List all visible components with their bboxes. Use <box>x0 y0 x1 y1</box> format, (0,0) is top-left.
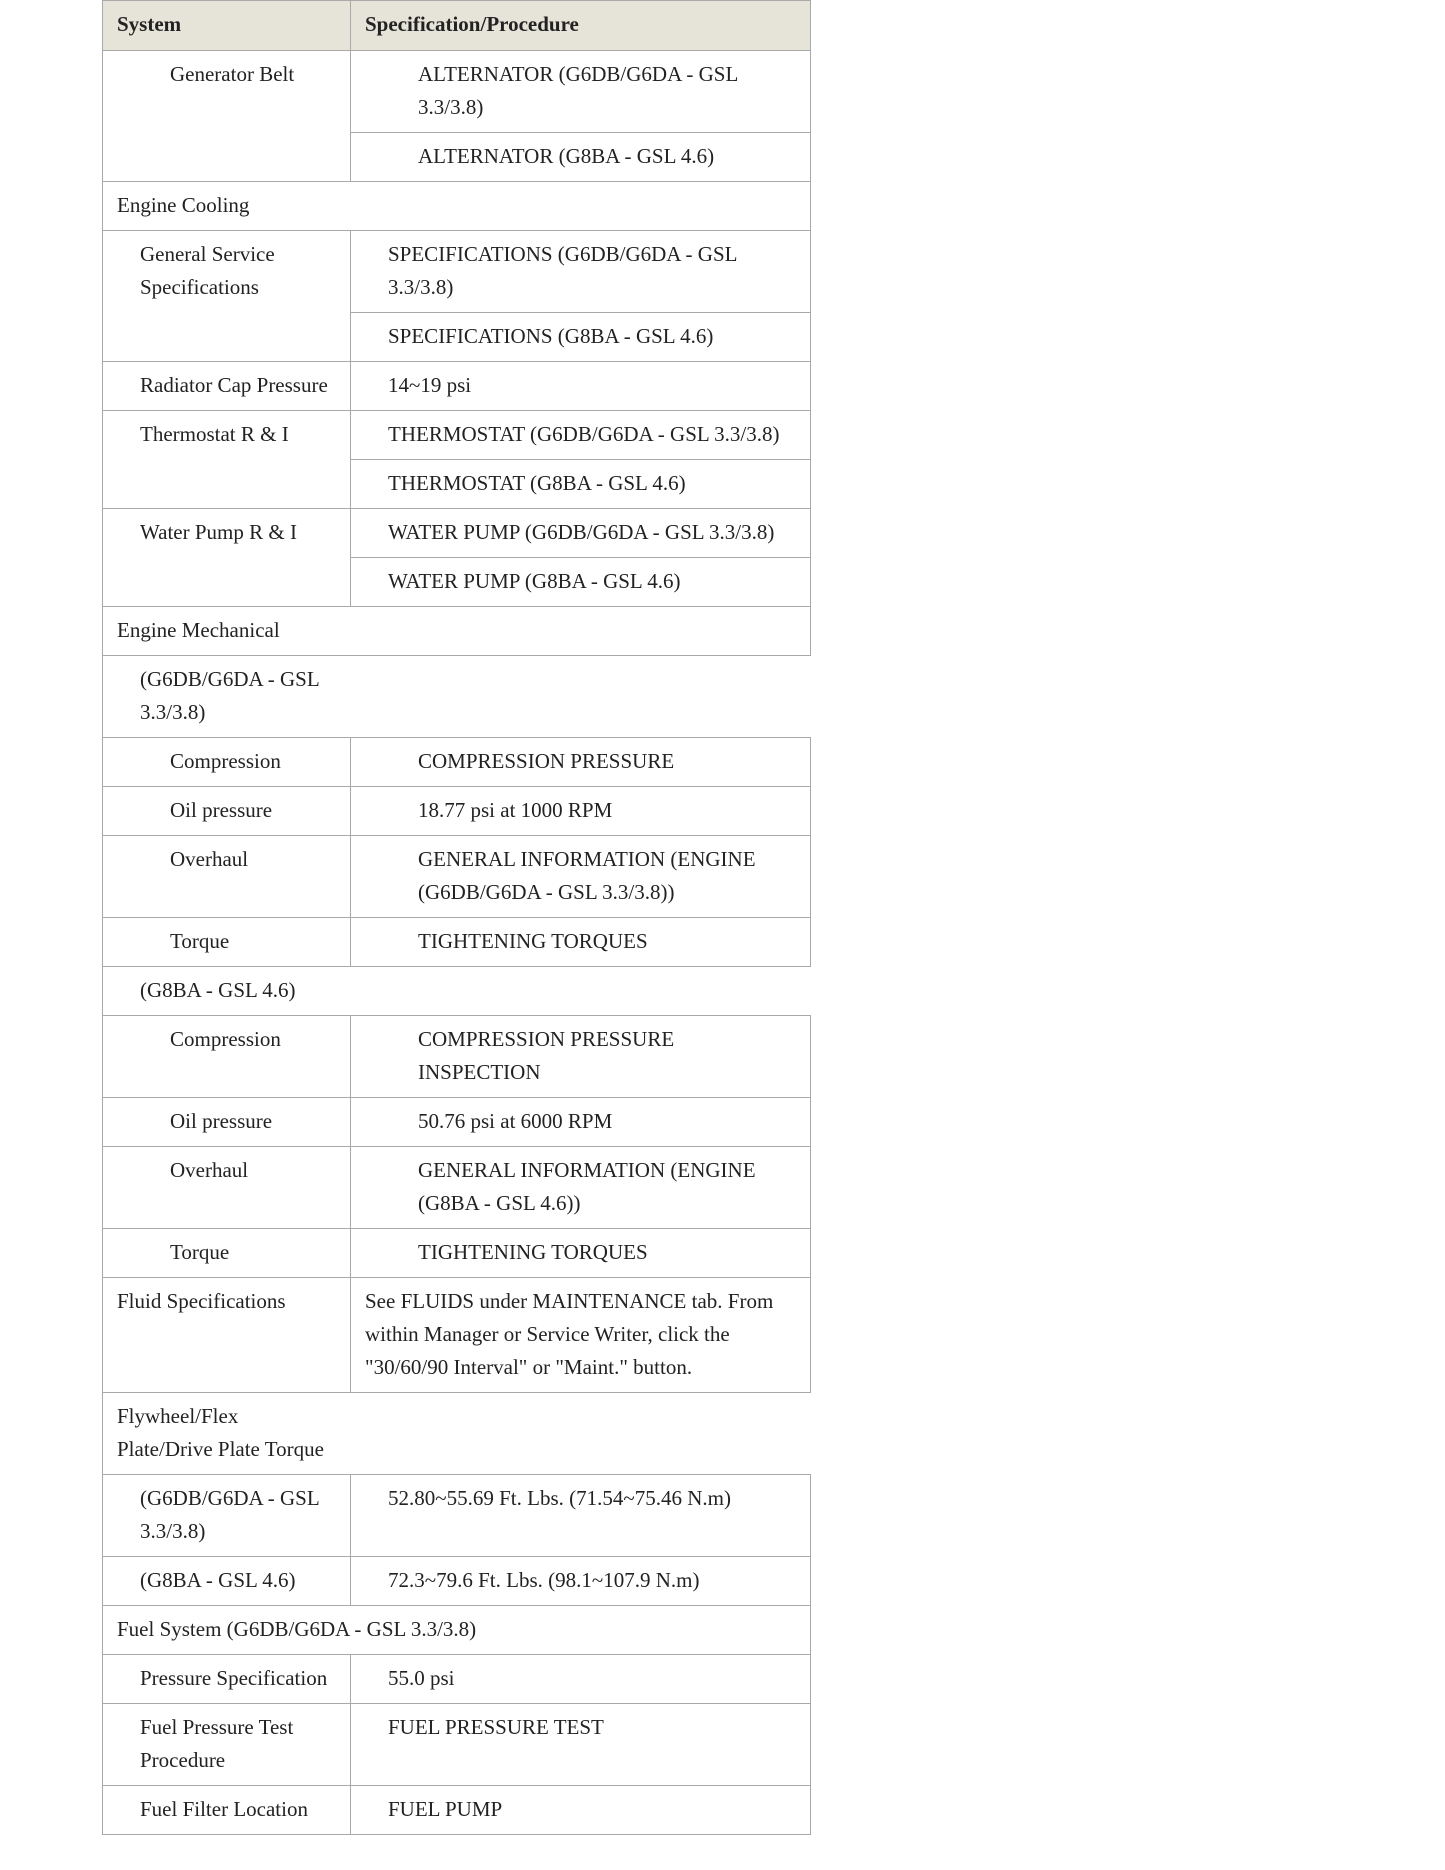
flywheel-g6-value: 52.80~55.69 Ft. Lbs. (71.54~75.46 N.m) <box>351 1475 811 1557</box>
subsection-label: (G8BA - GSL 4.6) <box>140 978 296 1002</box>
g6-torque-label: Torque <box>103 918 351 967</box>
table-row <box>103 1786 811 1835</box>
table-row <box>103 836 811 918</box>
fuel-pressure-test-link[interactable]: FUEL PRESSURE TEST <box>351 1704 811 1786</box>
general-service-spec-link[interactable]: SPECIFICATIONS (G6DB/G6DA - GSL 3.3/3.8) <box>351 231 811 313</box>
subsection-g6-engine <box>103 656 811 738</box>
table-row <box>103 411 811 460</box>
header-system: System <box>103 1 351 51</box>
g6-compression-spec-link[interactable]: COMPRESSION PRESSURE <box>351 738 811 787</box>
g8-compression-spec-link[interactable]: COMPRESSION PRESSURE INSPECTION <box>351 1016 811 1098</box>
table-row <box>103 1557 811 1606</box>
generator-belt-spec-link[interactable]: ALTERNATOR (G6DB/G6DA - GSL 3.3/3.8) <box>351 51 811 133</box>
header-spec: Specification/Procedure <box>351 1 811 51</box>
table-header-row <box>103 1 811 51</box>
table-row <box>103 1098 811 1147</box>
radiator-cap-value: 14~19 psi <box>351 362 811 411</box>
subsection-row <box>103 1393 811 1475</box>
g6-overhaul-spec-link[interactable]: GENERAL INFORMATION (ENGINE (G6DB/G6DA - GSL 3.3/3.8)) <box>351 836 811 918</box>
table-row <box>103 1278 811 1393</box>
g6-overhaul-label: Overhaul <box>103 836 351 918</box>
radiator-cap-label: Radiator Cap Pressure <box>103 362 351 411</box>
section-fuel-system: Fuel System (G6DB/G6DA - GSL 3.3/3.8) <box>103 1606 811 1655</box>
g8-torque-spec-link[interactable]: TIGHTENING TORQUES <box>351 1229 811 1278</box>
water-pump-spec-link[interactable]: WATER PUMP (G8BA - GSL 4.6) <box>351 558 811 607</box>
fluid-specs-value: See FLUIDS under MAINTENANCE tab. From within Manager or Service Writer, click the "30/60/90 Interval" or "Maint." button. <box>351 1278 811 1393</box>
flywheel-g6-label: (G6DB/G6DA - GSL 3.3/3.8) <box>103 1475 351 1557</box>
g8-oil-pressure-label: Oil pressure <box>103 1098 351 1147</box>
g8-overhaul-spec-link[interactable]: GENERAL INFORMATION (ENGINE (G8BA - GSL 4.6)) <box>351 1147 811 1229</box>
g8-oil-pressure-value: 50.76 psi at 6000 RPM <box>351 1098 811 1147</box>
table-row <box>103 738 811 787</box>
table-row <box>103 787 811 836</box>
fuel-pressure-test-label: Fuel Pressure Test Procedure <box>103 1704 351 1786</box>
fuel-pressure-spec-label: Pressure Specification <box>103 1655 351 1704</box>
water-pump-label: Water Pump R & I <box>103 509 351 607</box>
table-row <box>103 1016 811 1098</box>
thermostat-spec-link[interactable]: THERMOSTAT (G6DB/G6DA - GSL 3.3/3.8) <box>351 411 811 460</box>
table-row <box>103 51 811 133</box>
section-row <box>103 607 811 656</box>
thermostat-spec-link[interactable]: THERMOSTAT (G8BA - GSL 4.6) <box>351 460 811 509</box>
flywheel-g8-value: 72.3~79.6 Ft. Lbs. (98.1~107.9 N.m) <box>351 1557 811 1606</box>
table-row <box>103 1475 811 1557</box>
g8-compression-label: Compression <box>103 1016 351 1098</box>
specifications-table <box>102 0 811 1835</box>
general-service-spec-link[interactable]: SPECIFICATIONS (G8BA - GSL 4.6) <box>351 313 811 362</box>
subsection-label: (G6DB/G6DA - GSL 3.3/3.8) <box>140 667 319 724</box>
fuel-filter-location-link[interactable]: FUEL PUMP <box>351 1786 811 1835</box>
general-service-label: General Service Specifications <box>103 231 351 362</box>
table-row <box>103 918 811 967</box>
fuel-pressure-spec-value: 55.0 psi <box>351 1655 811 1704</box>
g6-oil-pressure-label: Oil pressure <box>103 787 351 836</box>
table-row <box>103 1655 811 1704</box>
g6-compression-label: Compression <box>103 738 351 787</box>
flywheel-label: Flywheel/Flex Plate/Drive Plate Torque <box>117 1404 324 1461</box>
flywheel-section <box>103 1393 811 1475</box>
subsection-row <box>103 967 811 1016</box>
subsection-row <box>103 656 811 738</box>
table-row <box>103 1147 811 1229</box>
section-row <box>103 182 811 231</box>
g6-torque-spec-link[interactable]: TIGHTENING TORQUES <box>351 918 811 967</box>
water-pump-spec-link[interactable]: WATER PUMP (G6DB/G6DA - GSL 3.3/3.8) <box>351 509 811 558</box>
table-row <box>103 362 811 411</box>
generator-belt-label: Generator Belt <box>103 51 351 182</box>
fluid-specs-label: Fluid Specifications <box>103 1278 351 1393</box>
table-row <box>103 1229 811 1278</box>
section-engine-mechanical: Engine Mechanical <box>103 607 811 656</box>
g6-oil-pressure-value: 18.77 psi at 1000 RPM <box>351 787 811 836</box>
section-row <box>103 1606 811 1655</box>
section-engine-cooling: Engine Cooling <box>103 182 811 231</box>
flywheel-g8-label: (G8BA - GSL 4.6) <box>103 1557 351 1606</box>
subsection-g8-engine <box>103 967 811 1016</box>
fuel-filter-location-label: Fuel Filter Location <box>103 1786 351 1835</box>
table-row <box>103 509 811 558</box>
g8-torque-label: Torque <box>103 1229 351 1278</box>
table-row <box>103 1704 811 1786</box>
thermostat-label: Thermostat R & I <box>103 411 351 509</box>
g8-overhaul-label: Overhaul <box>103 1147 351 1229</box>
generator-belt-spec-link[interactable]: ALTERNATOR (G8BA - GSL 4.6) <box>351 133 811 182</box>
table-row <box>103 231 811 313</box>
